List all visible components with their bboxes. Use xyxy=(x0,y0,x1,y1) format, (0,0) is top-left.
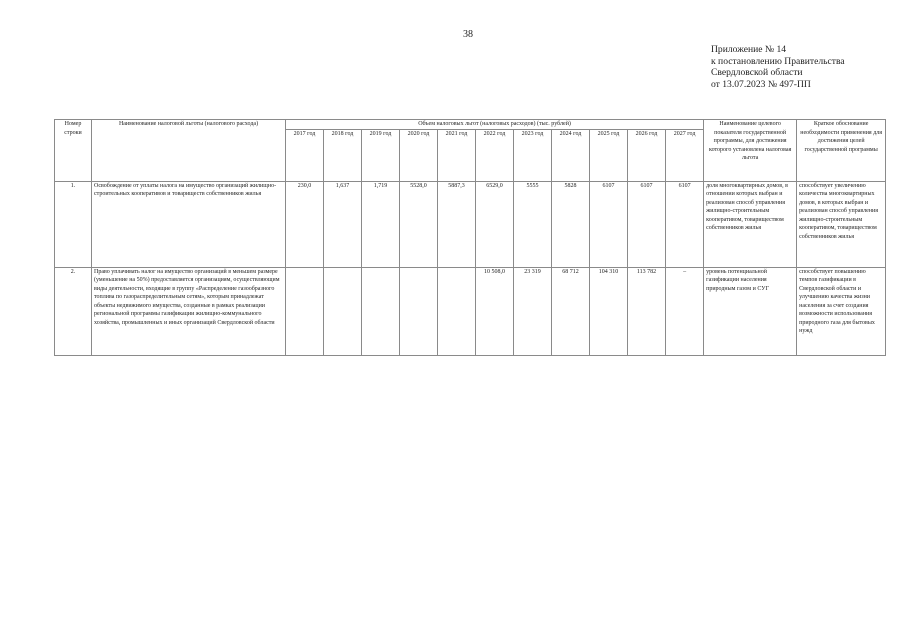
header-row-number: Номер строки xyxy=(55,120,92,182)
value-cell: 230,0 xyxy=(286,181,324,267)
header-year: 2027 год xyxy=(666,129,704,181)
indicator-cell: уровень потенциальной газификации населения природным газом и СУГ xyxy=(704,267,797,355)
value-cell xyxy=(400,267,438,355)
header-year: 2021 год xyxy=(438,129,476,181)
value-cell: 23 319 xyxy=(514,267,552,355)
benefit-name: Освобождение от уплаты налога на имущество организаций жилищно-строительных кооперативов и товариществ собственников жилья xyxy=(92,181,286,267)
row-number: 1. xyxy=(55,181,92,267)
page-number: 38 xyxy=(463,29,473,40)
value-cell xyxy=(438,267,476,355)
header-year: 2018 год xyxy=(324,129,362,181)
benefit-name: Право уплачивать налог на имущество организаций в меньшем размере (уменьшение на 50%) предоставляется организациям, осуществляющим виды деятельности, входящие в группу «Распределение газообразного топлива по газораспределительным сетям», которым принадлежат объекты недвижимого имущества, созданные в рамках реализации региональной программы газификации жилищно-коммунального хозяйства, промышленных и иных организаций Свердловской области xyxy=(92,267,286,355)
header-benefit-name: Наименование налоговой льготы (налогового расхода) xyxy=(92,120,286,182)
value-cell: 68 712 xyxy=(552,267,590,355)
header-indicator: Наименование целевого показателя государственной программы, для достижения которого установлена налоговая льгота xyxy=(704,120,797,182)
value-cell: 113 782 xyxy=(628,267,666,355)
header-year: 2023 год xyxy=(514,129,552,181)
header-year: 2017 год xyxy=(286,129,324,181)
value-cell: 6107 xyxy=(628,181,666,267)
header-year: 2020 год xyxy=(400,129,438,181)
indicator-cell: доля многоквартирных домов, в отношении которых выбран и реализован способ управления жилищно-строительным кооперативом, товариществом собственников жилья xyxy=(704,181,797,267)
table-row xyxy=(55,181,886,267)
value-cell xyxy=(324,267,362,355)
value-cell: 6107 xyxy=(666,181,704,267)
appendix-line-3: Свердловской области xyxy=(711,67,803,78)
value-cell: 5828 xyxy=(552,181,590,267)
value-cell: 1,719 xyxy=(362,181,400,267)
value-cell xyxy=(286,267,324,355)
appendix-line-4: от 13.07.2023 № 497-ПП xyxy=(711,78,811,90)
justification-cell: способствует повышению темпов газификации в Свердловской области и улучшению качества жизни населения за счет создания возможности использования природного газа для бытовых нужд xyxy=(797,267,886,355)
value-cell: 5528,0 xyxy=(400,181,438,267)
value-cell: 6107 xyxy=(590,181,628,267)
header-justification: Краткое обоснование необходимости применения для достижения целей государственной программы xyxy=(797,120,886,182)
justification-cell: способствует увеличению количества многоквартирных домов, в которых выбран и реализован способ управления жилищно-строительным кооперативом, товариществом собственников жилья xyxy=(797,181,886,267)
header-year: 2026 год xyxy=(628,129,666,181)
header-volume: Объем налоговых льгот (налоговых расходов) (тыс. рублей) xyxy=(286,120,704,130)
value-cell xyxy=(362,267,400,355)
value-cell: – xyxy=(666,267,704,355)
tax-benefits-table xyxy=(54,119,886,356)
value-cell: 5887,3 xyxy=(438,181,476,267)
appendix-header xyxy=(711,44,845,90)
header-year: 2019 год xyxy=(362,129,400,181)
header-year: 2024 год xyxy=(552,129,590,181)
value-cell: 104 310 xyxy=(590,267,628,355)
header-year: 2025 год xyxy=(590,129,628,181)
table-row xyxy=(55,267,886,355)
header-year: 2022 год xyxy=(476,129,514,181)
value-cell: 5555 xyxy=(514,181,552,267)
value-cell: 1,637 xyxy=(324,181,362,267)
appendix-line-2: к постановлению Правительства xyxy=(711,55,845,67)
appendix-line-1: Приложение № 14 xyxy=(711,44,787,55)
value-cell: 6529,0 xyxy=(476,181,514,267)
value-cell: 10 508,0 xyxy=(476,267,514,355)
row-number: 2. xyxy=(55,267,92,355)
